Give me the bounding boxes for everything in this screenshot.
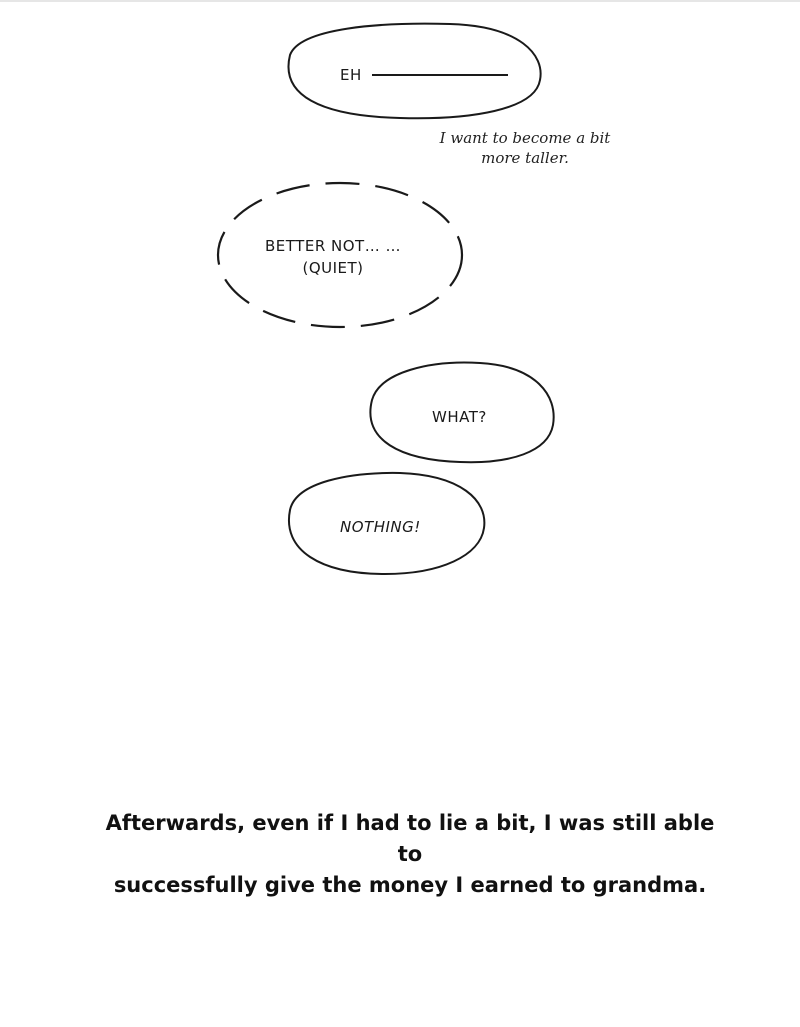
bubble-text-nothing: NOTHING!: [340, 518, 421, 536]
better-not-line-1: BETTER NOT… …: [265, 237, 401, 255]
aside-thought-text: [420, 128, 630, 168]
speech-bubble-eh: [288, 24, 540, 119]
caption-line-1: Afterwards, even if I had to lie a bit, I was still able to: [105, 811, 715, 866]
narration-caption: [100, 808, 720, 901]
better-not-line-2: (QUIET): [302, 259, 364, 277]
aside-line-1: I want to become a bit: [439, 129, 611, 147]
aside-line-2: more taller.: [481, 149, 569, 167]
bubble-text-eh: EH: [340, 66, 362, 84]
trailing-dash-line: [372, 74, 508, 76]
bubble-text-what: WHAT?: [432, 408, 487, 426]
bubble-text-better-not: [248, 235, 418, 279]
caption-line-2: successfully give the money I earned to grandma.: [113, 873, 707, 897]
